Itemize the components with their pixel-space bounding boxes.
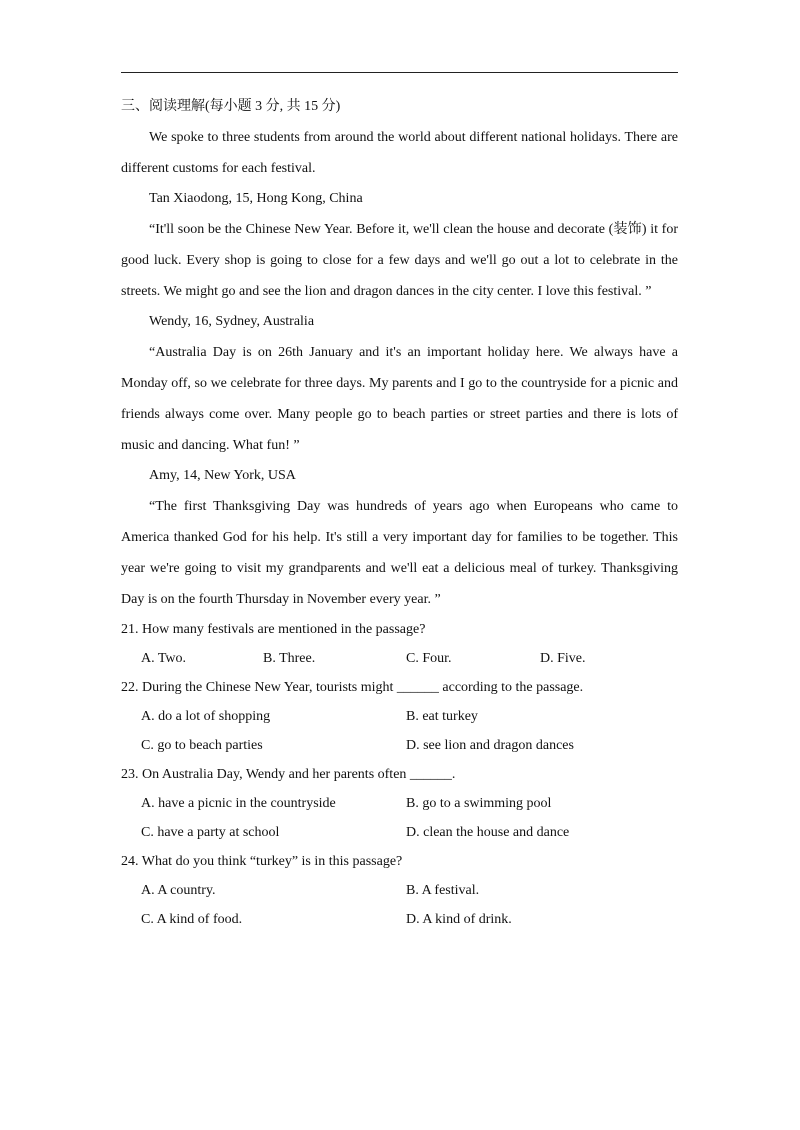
- question-stem: 22. During the Chinese New Year, tourists might ______ according to the passage.: [121, 680, 584, 695]
- option-b[interactable]: B. eat turkey: [406, 709, 478, 724]
- option-b[interactable]: B. Three.: [263, 651, 316, 666]
- intro-paragraph: We spoke to three students from around the world about different national holidays. There are different customs for each festival.: [121, 130, 678, 176]
- question-options: [121, 702, 678, 731]
- section-title: 三、阅读理解(每小题 3 分, 共 15 分): [121, 99, 341, 114]
- exam-page: [121, 92, 678, 934]
- option-a[interactable]: A. A country.: [141, 883, 216, 898]
- question-options: [121, 644, 678, 673]
- student-name: Tan Xiaodong, 15, Hong Kong, China: [149, 191, 363, 206]
- option-c[interactable]: C. go to beach parties: [141, 738, 263, 753]
- question-stem: 23. On Australia Day, Wendy and her parents often ______.: [121, 767, 456, 782]
- option-d[interactable]: D. clean the house and dance: [406, 825, 570, 840]
- option-b[interactable]: B. A festival.: [406, 883, 480, 898]
- question-options: [121, 789, 678, 818]
- option-d[interactable]: D. A kind of drink.: [406, 912, 512, 927]
- option-a[interactable]: A. have a picnic in the countryside: [141, 796, 336, 811]
- student-quote: “Australia Day is on 26th January and it's an important holiday here. We always have a Monday off, so we celebrate for three days. My parents and I go to the countryside for a picnic and friends always come over. Many people go to beach parties or street parties and there is lots of music and dancing. What fun! ”: [121, 345, 678, 453]
- student-quote: “It'll soon be the Chinese New Year. Before it, we'll clean the house and decorate (装饰) it for good luck. Every shop is going to close for a few days and we'll go out a lot to celebrate in the streets. We might go and see the lion and dragon dances in the city center. I love this festival. ”: [121, 222, 678, 299]
- question-options: [121, 905, 678, 934]
- question-options: [121, 818, 678, 847]
- option-c[interactable]: C. A kind of food.: [141, 912, 243, 927]
- question-options: [121, 876, 678, 905]
- question-stem: 24. What do you think “turkey” is in this passage?: [121, 854, 403, 869]
- question-options: [121, 731, 678, 760]
- student-name: Amy, 14, New York, USA: [149, 468, 296, 483]
- option-a[interactable]: A. do a lot of shopping: [141, 709, 271, 724]
- option-c[interactable]: C. Four.: [406, 651, 452, 666]
- student-quote: “The first Thanksgiving Day was hundreds of years ago when Europeans who came to America thanked God for his help. It's still a very important day for families to be together. This year we're going to visit my grandparents and we'll eat a delicious meal of turkey. Thanksgiving Day is on the fourth Thursday in November every year. ”: [121, 499, 678, 607]
- question-stem: 21. How many festivals are mentioned in the passage?: [121, 622, 426, 637]
- option-b[interactable]: B. go to a swimming pool: [406, 796, 552, 811]
- header-rule: [121, 72, 678, 73]
- option-d[interactable]: D. see lion and dragon dances: [406, 738, 574, 753]
- option-c[interactable]: C. have a party at school: [141, 825, 280, 840]
- option-d[interactable]: D. Five.: [540, 651, 586, 666]
- option-a[interactable]: A. Two.: [141, 651, 187, 666]
- student-name: Wendy, 16, Sydney, Australia: [149, 314, 315, 329]
